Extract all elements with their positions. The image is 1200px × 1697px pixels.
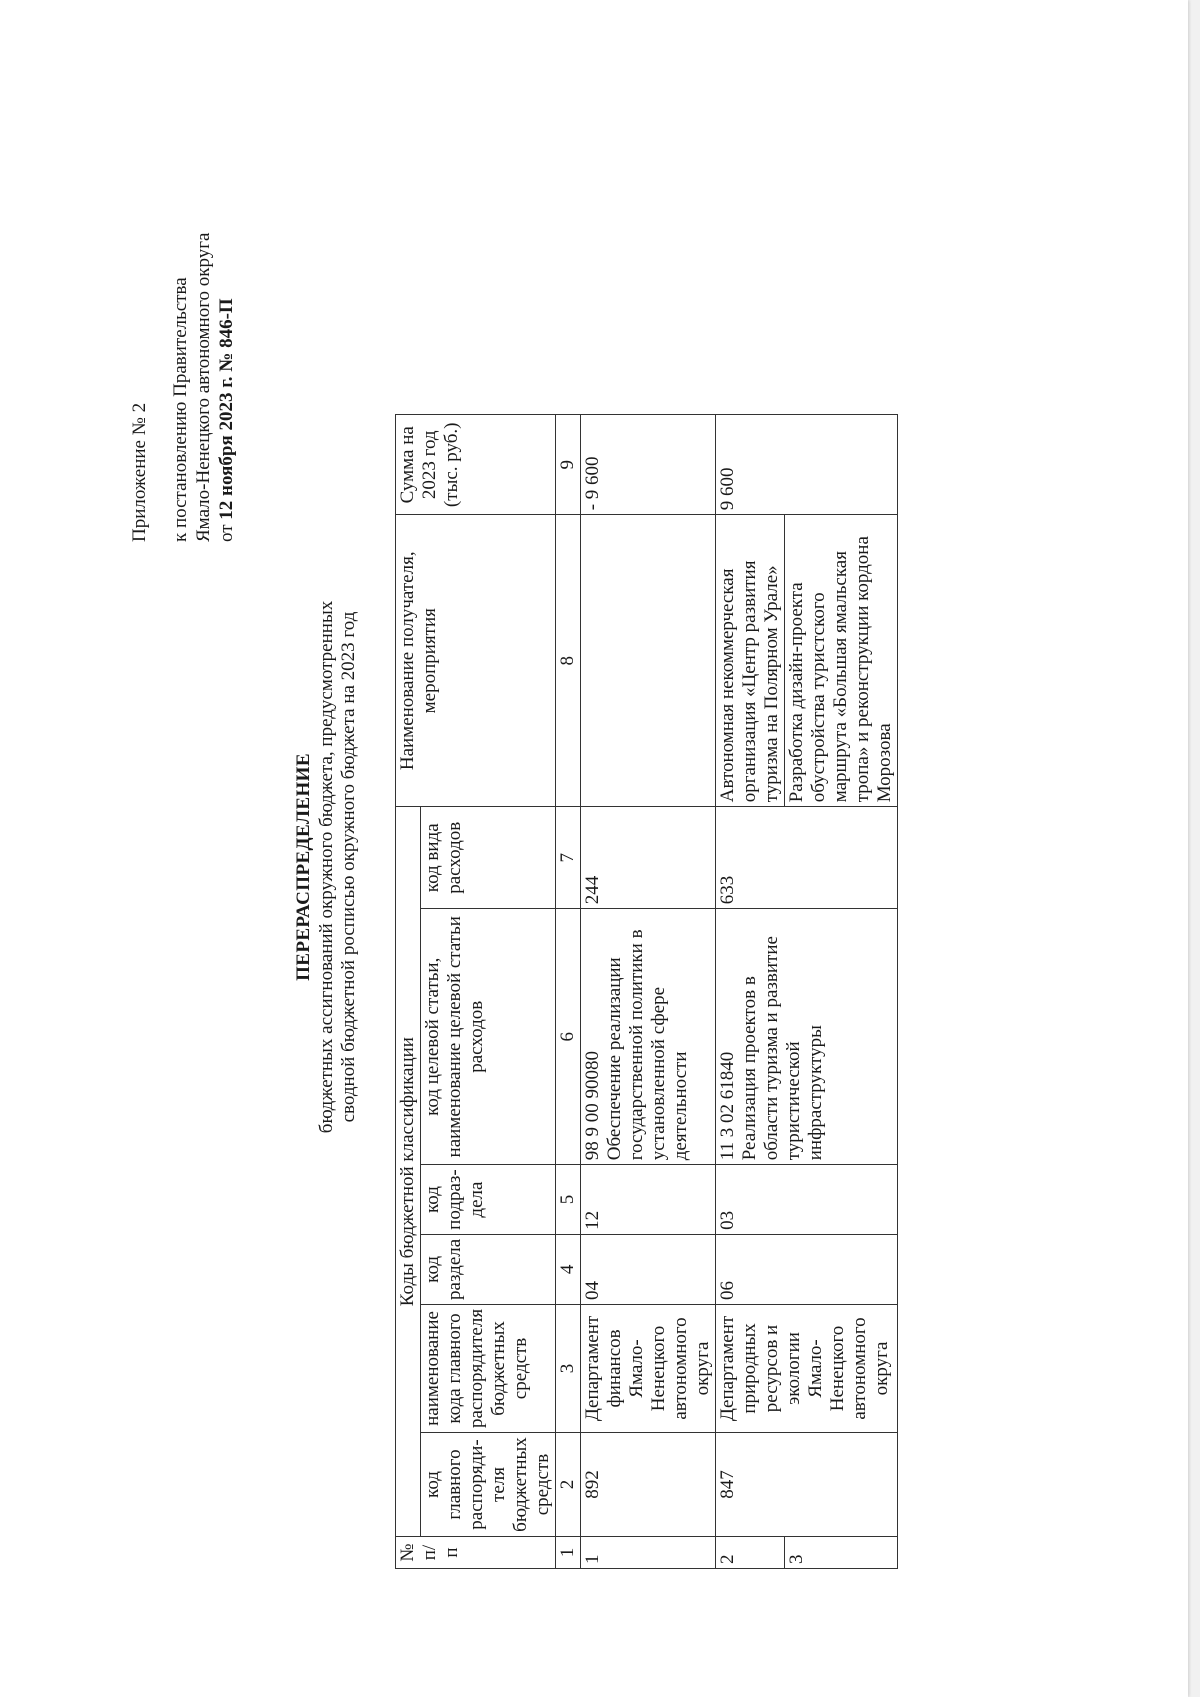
column-number: 3 (556, 1304, 581, 1432)
recipient-name: Автономная некоммерческая организация «Центр развития туризма на Полярном Урале» (716, 515, 785, 807)
appendix-block (128, 233, 238, 543)
target-code: 11 3 02 61840 (717, 1051, 738, 1161)
appendix-okrug: Ямало-Ненецкого автономного округа (193, 232, 214, 542)
column-number: 2 (556, 1433, 581, 1537)
document-subtitle-line2: сводной бюджетной росписью окружного бюджета на 2023 год (338, 611, 359, 1123)
grbs-name: Департамент природных ресурсов и экологии Ямало-Ненецкого автономного округа (716, 1304, 898, 1432)
subsection-code: 03 (716, 1165, 898, 1235)
header-section: код раздела (421, 1234, 556, 1304)
header-subsection: код подраз-дела (421, 1165, 556, 1235)
event-name: Разработка дизайн-проекта обустройства туристского маршрута «Большая ямальская тропа» и реконструкции кордона Морозова (785, 515, 898, 807)
target-article (716, 909, 898, 1165)
grbs-name: Департамент финансов Ямало-Ненецкого автономного округа (581, 1304, 716, 1432)
table-row (581, 415, 716, 1569)
section-code: 04 (581, 1234, 716, 1304)
column-number: 6 (556, 909, 581, 1165)
appendix-date: от 12 ноября 2023 г. № 846-П (216, 298, 237, 542)
column-number: 5 (556, 1165, 581, 1235)
document-subtitle-line1: бюджетных ассигнований окружного бюджета, предусмотренных (316, 600, 337, 1134)
target-article (581, 909, 716, 1165)
header-target: код целевой статьи, наименование целевой статьи расходов (421, 909, 556, 1165)
column-number: 1 (556, 1537, 581, 1569)
column-number: 9 (556, 415, 581, 515)
target-code: 98 9 00 90080 (582, 1051, 603, 1161)
column-number: 7 (556, 807, 581, 909)
appendix-resolution: к постановлению Правительства (170, 277, 191, 542)
target-name: Реализация проектов в области туризма и развитие туристической инфраструктуры (739, 936, 826, 1161)
row-num: 3 (785, 1537, 898, 1569)
header-grbs-name: наименование кода главного распорядителя бюджетных средств (421, 1304, 556, 1432)
subsection-code: 12 (581, 1165, 716, 1235)
document-title: ПЕРЕРАСПРЕДЕЛЕНИЕ (293, 753, 314, 981)
expense-type-code: 244 (581, 807, 716, 909)
expense-type-code: 633 (716, 807, 898, 909)
grbs-code: 892 (581, 1433, 716, 1537)
grbs-code: 847 (716, 1433, 898, 1537)
resolution-date-number: 12 ноября 2023 г. № 846-П (216, 298, 237, 520)
column-number-row (556, 415, 581, 1569)
table-row (716, 415, 785, 1569)
amount: 9 600 (716, 415, 898, 515)
column-number: 8 (556, 515, 581, 807)
row-num: 1 (581, 1537, 716, 1569)
section-code: 06 (716, 1234, 898, 1304)
amount: - 9 600 (581, 415, 716, 515)
header-amount: Сумма на 2023 год (тыс. руб.) (396, 415, 556, 515)
title-block (292, 217, 360, 1517)
header-recipient: Наименование получателя, мероприятия (396, 515, 556, 807)
appendix-label: Приложение № 2 (129, 402, 150, 542)
column-number: 4 (556, 1234, 581, 1304)
target-name: Обеспечение реализации государственной политики в установленной сфере деятельности (604, 929, 691, 1161)
redistribution-table (395, 414, 898, 1569)
header-grbs-code: код главного распоряди-теля бюджетных средств (421, 1433, 556, 1537)
header-expense-type: код вида расходов (421, 807, 556, 909)
recipient-name (581, 515, 716, 807)
header-codes-group: Коды бюджетной классификации (396, 807, 421, 1537)
row-num: 2 (716, 1537, 785, 1569)
header-num: № п/п (396, 1537, 556, 1569)
